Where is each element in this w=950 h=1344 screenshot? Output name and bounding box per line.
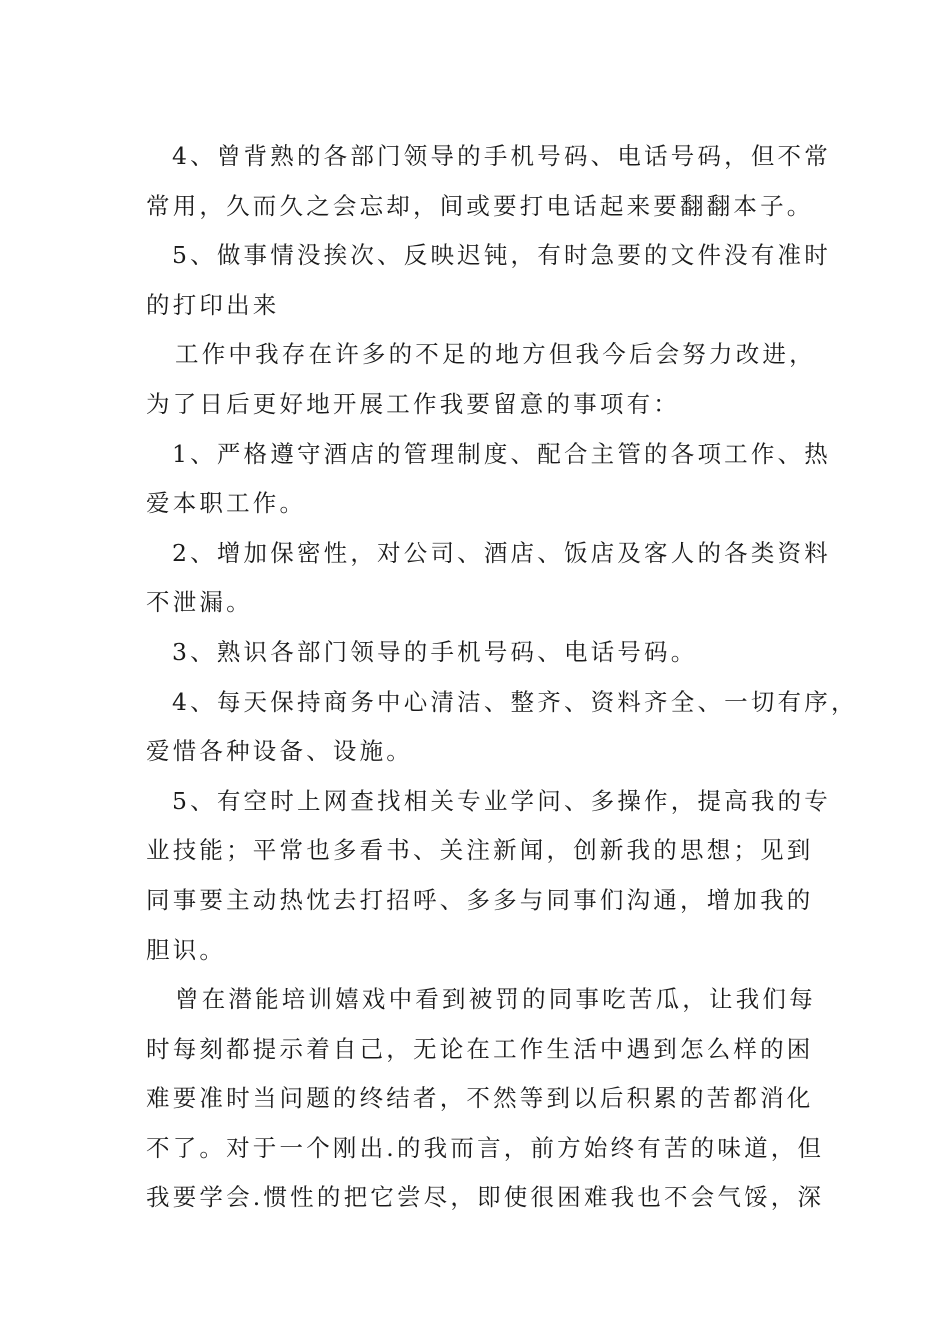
text-line: 业技能；平常也多看书、关注新闻，创新我的思想；见到 bbox=[146, 836, 814, 865]
text-line: 5、做事情没挨次、反映迟钝，有时急要的文件没有准时 bbox=[172, 241, 831, 270]
text-line: 5、有空时上网查找相关专业学问、多操作，提高我的专 bbox=[172, 786, 831, 815]
text-line: 不泄漏。 bbox=[146, 588, 253, 617]
text-line: 曾在潜能培训嬉戏中看到被罚的同事吃苦瓜，让我们每 bbox=[175, 985, 816, 1014]
text-line: 工作中我存在许多的不足的地方但我今后会努力改进， bbox=[175, 340, 816, 369]
text-line: 时每刻都提示着自己，无论在工作生活中遇到怎么样的困 bbox=[146, 1034, 814, 1063]
text-line: 1、严格遵守酒店的管理制度、配合主管的各项工作、热 bbox=[172, 439, 831, 468]
text-line: 3、熟识各部门领导的手机号码、电话号码。 bbox=[172, 637, 698, 666]
text-line: 爱本职工作。 bbox=[146, 489, 307, 518]
text-line: 爱惜各种设备、设施。 bbox=[146, 737, 413, 766]
text-line: 2、增加保密性，对公司、酒店、饭店及客人的各类资料 bbox=[172, 538, 831, 567]
text-line: 4、每天保持商务中心清洁、整齐、资料齐全、一切有序， bbox=[172, 687, 858, 716]
text-line: 的打印出来 bbox=[146, 290, 280, 319]
text-line: 4、曾背熟的各部门领导的手机号码、电话号码，但不常 bbox=[172, 142, 831, 170]
text-line: 不了。对于一个刚出.的我而言，前方始终有苦的味道，但 bbox=[146, 1133, 825, 1162]
text-line: 同事要主动热忱去打招呼、多多与同事们沟通，增加我的 bbox=[146, 885, 814, 914]
text-line: 胆识。 bbox=[146, 935, 227, 964]
document-body bbox=[146, 132, 858, 1223]
text-line: 我要学会.惯性的把它尝尽，即使很困难我也不会气馁，深 bbox=[146, 1183, 825, 1212]
text-line: 常用，久而久之会忘却，间或要打电话起来要翻翻本子。 bbox=[146, 191, 814, 220]
text-line: 难要准时当问题的终结者，不然等到以后积累的苦都消化 bbox=[146, 1084, 814, 1113]
text-line: 为了日后更好地开展工作我要留意的事项有： bbox=[146, 389, 680, 418]
